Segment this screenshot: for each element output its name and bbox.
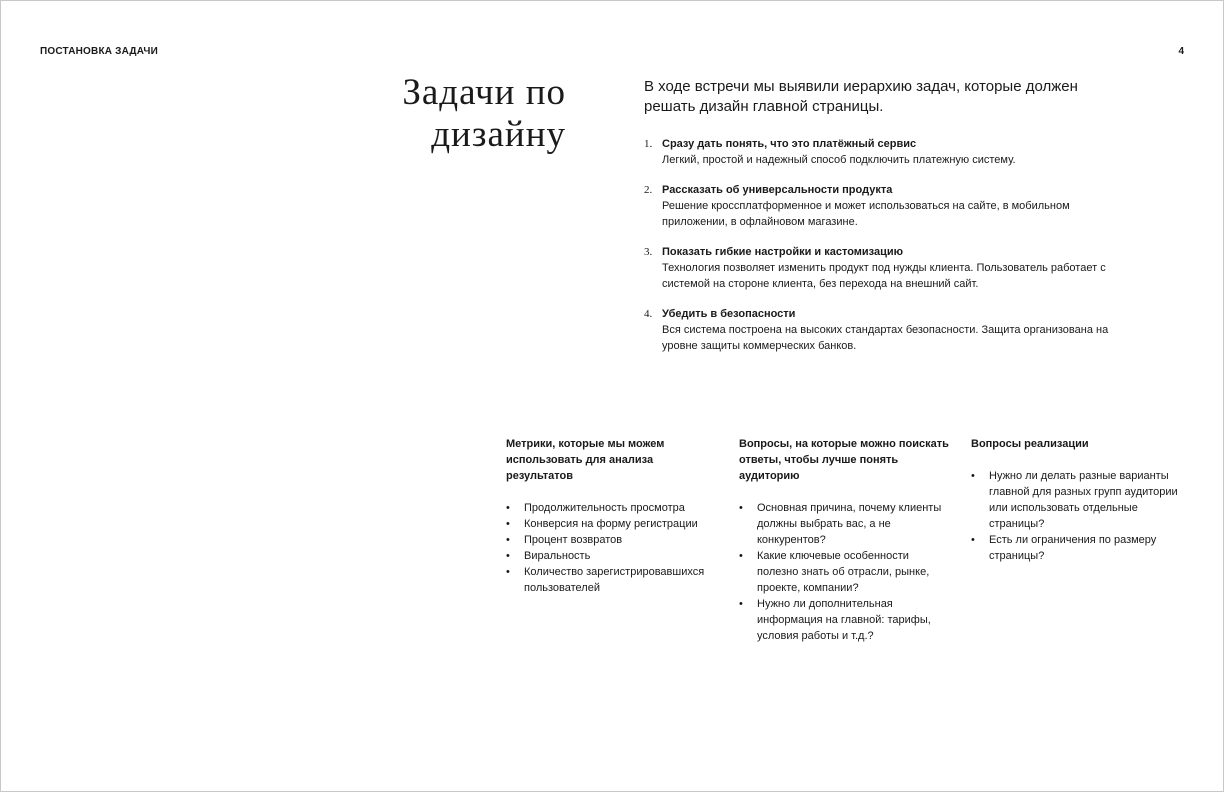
list-item: • Продолжительность просмотра: [506, 500, 718, 516]
task-number: 4.: [644, 308, 653, 320]
task-title: Сразу дать понять, что это платёжный сервис: [662, 138, 917, 150]
task-item-1: [644, 136, 1124, 168]
column-heading: Вопросы реализации: [971, 438, 1089, 450]
task-description: Технология позволяет изменить продукт под нужды клиента. Пользователь работает с системой на стороне клиента, без перехода на внешний сайт.: [662, 262, 1106, 290]
list-item: • Нужно ли дополнительная информация на главной: тарифы, условия работы и т.д.?: [739, 596, 951, 644]
implementation-questions-column: [971, 436, 1183, 564]
column-heading: Метрики, которые мы можем использовать для анализа результатов: [506, 438, 665, 482]
list-item: • Основная причина, почему клиенты должны выбрать вас, а не конкурентов?: [739, 500, 951, 548]
task-title: Рассказать об универсальности продукта: [662, 184, 893, 196]
task-number: 1.: [644, 138, 653, 150]
task-item-3: [644, 244, 1124, 292]
column-heading: Вопросы, на которые можно поискать ответы, чтобы лучше понять аудиторию: [739, 438, 949, 482]
list-item: • Виральность: [506, 548, 718, 564]
page-title-line-1: Задачи по: [402, 72, 566, 113]
intro-paragraph: В ходе встречи мы выявили иерархию задач, которые должен решать дизайн главной страницы.: [644, 78, 1078, 115]
task-number: 3.: [644, 246, 653, 258]
bullet-list: [506, 500, 718, 596]
task-description: Вся система построена на высоких стандартах безопасности. Защита организована на уровне защиты коммерческих банков.: [662, 324, 1109, 352]
task-item-2: [644, 182, 1124, 230]
page-title-line-2: дизайну: [431, 114, 566, 155]
metrics-column: [506, 436, 718, 596]
list-item: • Конверсия на форму регистрации: [506, 516, 718, 532]
task-item-4: [644, 306, 1124, 354]
task-description: Легкий, простой и надежный способ подключить платежную систему.: [662, 154, 1016, 166]
list-item: • Какие ключевые особенности полезно знать об отрасли, рынке, проекте, компании?: [739, 548, 951, 596]
task-number: 2.: [644, 184, 653, 196]
page-number: 4: [1178, 46, 1184, 57]
audience-questions-column: [739, 436, 951, 644]
task-list: [644, 136, 1124, 368]
task-description: Решение кроссплатформенное и может использоваться на сайте, в мобильном приложении, в офлайновом магазине.: [662, 200, 1070, 228]
section-label: ПОСТАНОВКА ЗАДАЧИ: [40, 46, 159, 57]
task-title: Убедить в безопасности: [662, 308, 796, 320]
bullet-list: [739, 500, 951, 644]
task-title: Показать гибкие настройки и кастомизацию: [662, 246, 904, 258]
list-item: • Процент возвратов: [506, 532, 718, 548]
list-item: • Есть ли ограничения по размеру страницы?: [971, 532, 1183, 564]
list-item: • Нужно ли делать разные варианты главной для разных групп аудитории или использовать отдельные страницы?: [971, 468, 1183, 532]
bullet-list: [971, 468, 1183, 564]
page-title: [266, 72, 566, 156]
list-item: • Количество зарегистрировавшихся пользователей: [506, 564, 718, 596]
